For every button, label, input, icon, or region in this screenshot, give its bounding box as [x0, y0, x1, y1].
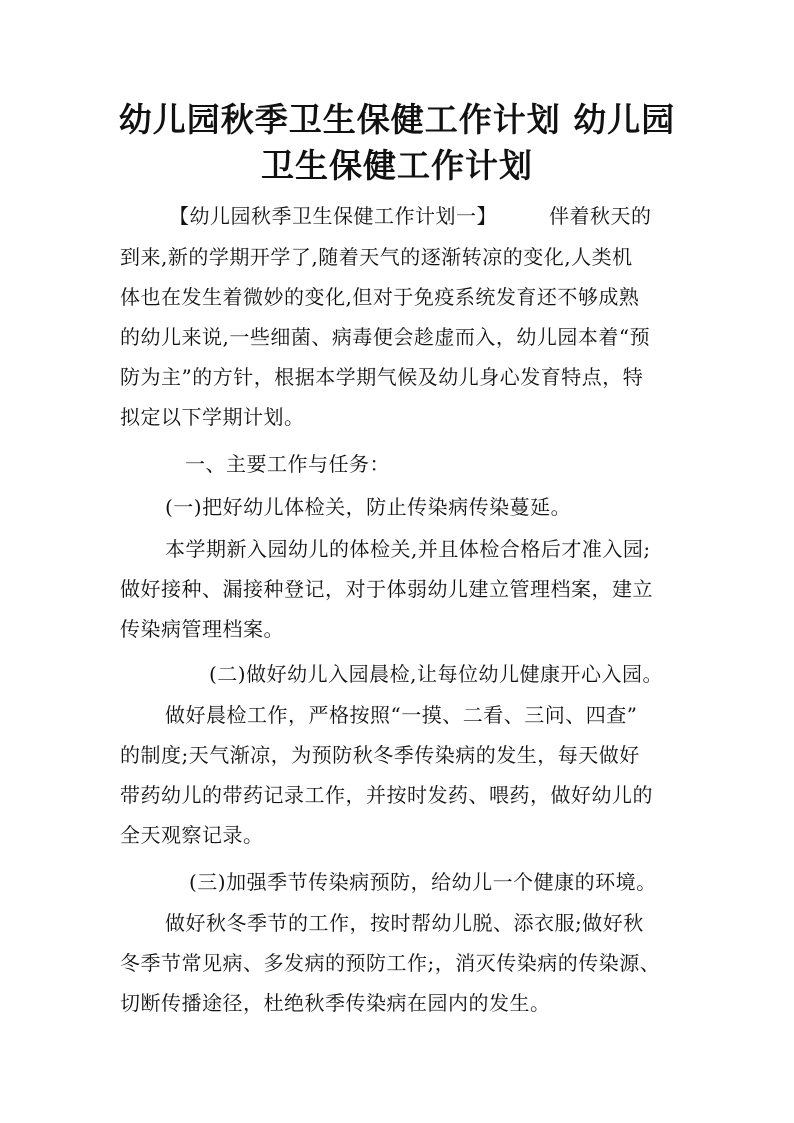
intro-line-2: 到来,新的学期开学了,随着天气的逐渐转凉的变化,人类机	[120, 245, 633, 269]
item-1-line-1: 本学期新入园幼儿的体检关,并且体检合格后才准入园;	[165, 537, 651, 561]
item-3-line-2: 冬季节常见病、多发病的预防工作;，消灭传染病的传染源、	[120, 951, 661, 975]
title-line-2: 卫生保健工作计划	[261, 146, 533, 185]
intro-line-3: 体也在发生着微妙的变化,但对于免疫系统发育还不够成熟	[120, 285, 640, 309]
item-2-line-1: 做好晨检工作，严格按照“一摸、二看、三问、四查”	[165, 703, 638, 727]
item-3-heading: (三)加强季节传染病预防，给幼儿一个健康的环境。	[189, 870, 657, 894]
item-3-line-3: 切断传播途径，杜绝秋季传染病在园内的发生。	[120, 991, 551, 1015]
intro-line-1-tail: 伴着秋天的	[549, 204, 652, 228]
intro-heading: 【幼儿园秋季卫生保健工作计划一】	[169, 204, 497, 228]
item-2-line-3: 带药幼儿的带药记录工作，并按时发药、喂药，做好幼儿的	[120, 783, 653, 807]
item-1-line-2: 做好接种、漏接种登记，对于体弱幼儿建立管理档案，建立	[120, 577, 653, 601]
intro-line-5: 防为主”的方针，根据本学期气候及幼儿身心发育特点，特	[120, 365, 644, 389]
item-2-line-4: 全天观察记录。	[120, 823, 264, 847]
item-3-line-1: 做好秋冬季节的工作，按时帮幼儿脱、添衣服;做好秋	[165, 911, 644, 935]
title-line-1: 幼儿园秋季卫生保健工作计划 幼儿园	[118, 100, 676, 139]
item-2-line-2: 的制度;天气渐凉，为预防秋冬季传染病的发生，每天做好	[120, 743, 640, 767]
intro-line-1	[169, 202, 729, 230]
item-1-heading: (一)把好幼儿体检关，防止传染病传染蔓延。	[165, 495, 572, 519]
section-1-heading: 一、主要工作与任务：	[185, 452, 390, 476]
item-1-line-3: 传染病管理档案。	[120, 617, 284, 641]
intro-line-6: 拟定以下学期计划。	[120, 405, 305, 429]
intro-line-4: 的幼儿来说,一些细菌、病毒便会趁虚而入，幼儿园本着“预	[120, 325, 651, 349]
item-2-heading: (二)做好幼儿入园晨检,让每位幼儿健康开心入园。	[209, 662, 663, 686]
